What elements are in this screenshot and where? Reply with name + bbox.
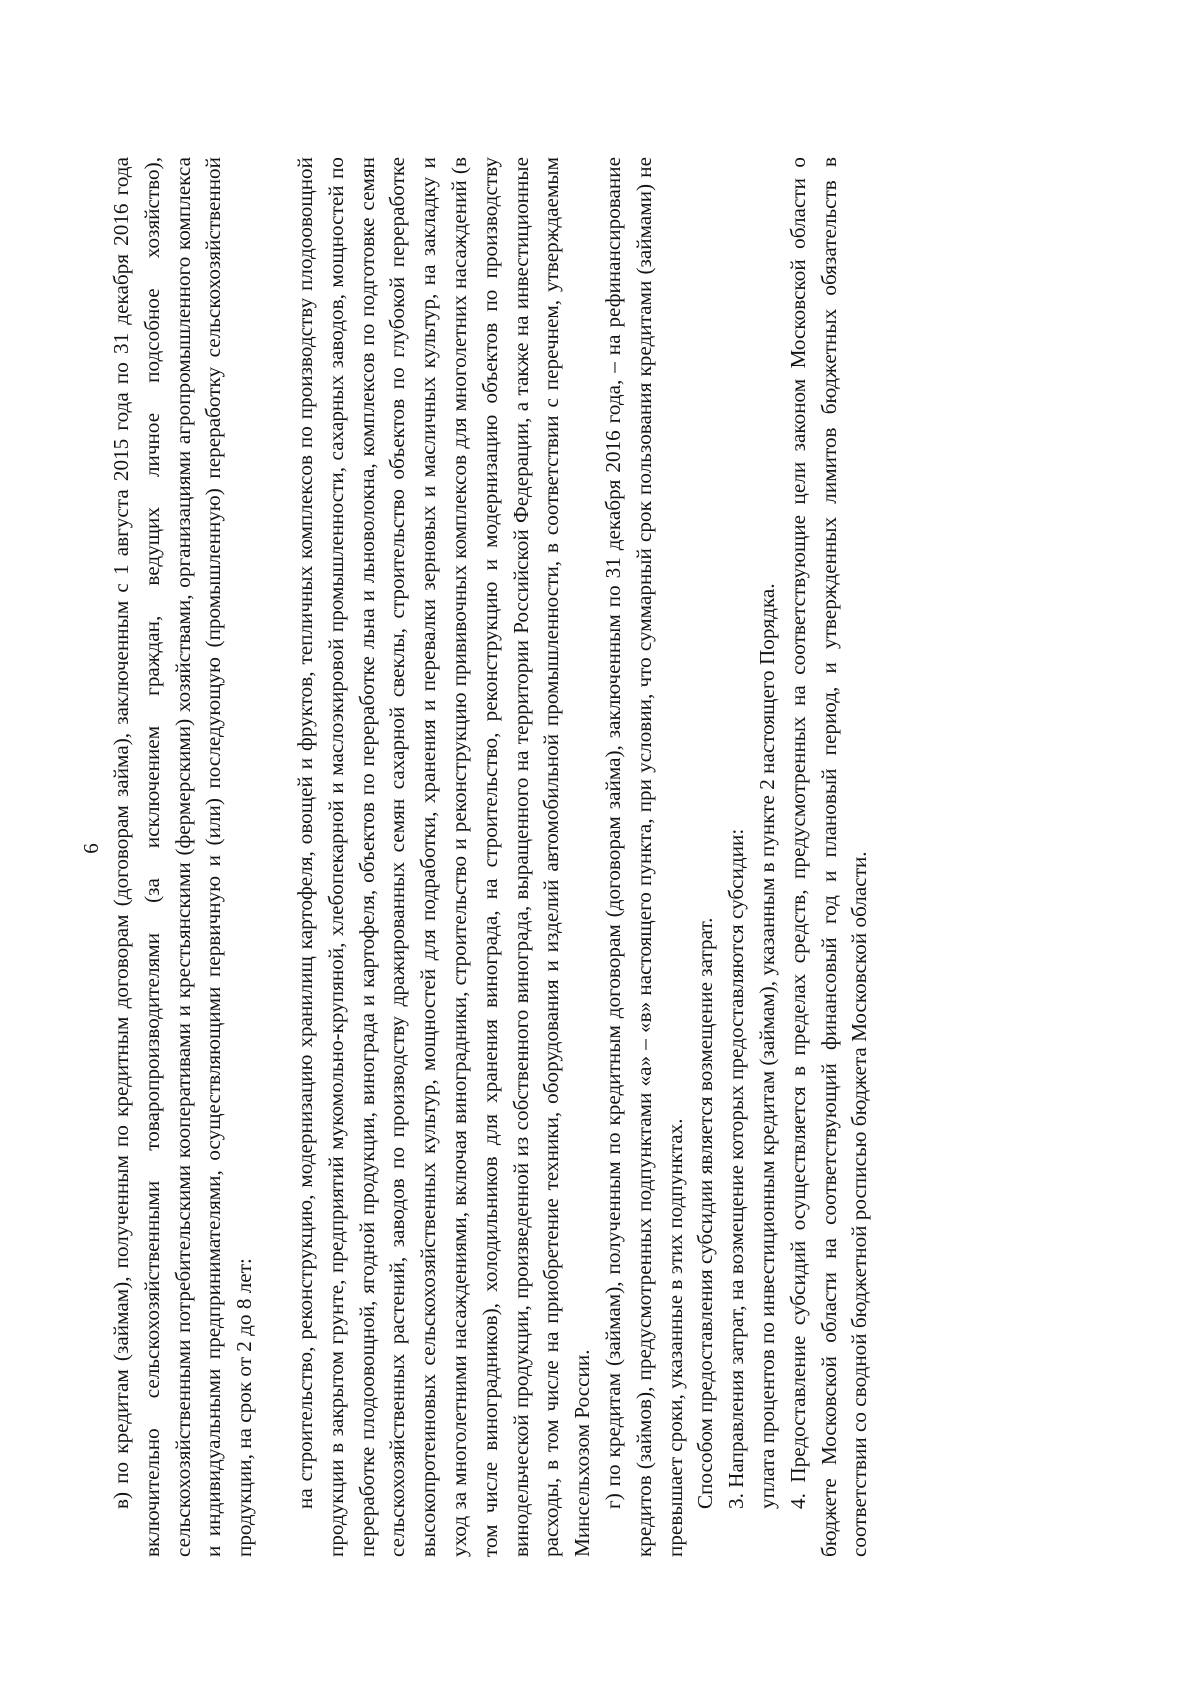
page-number: 6 — [79, 843, 103, 854]
document-body — [106, 157, 875, 1557]
paragraph-item-4: 4. Предоставление субсидий осуществляется в пределах средств, предусмотренных на соответствующие цели законом Московской области о бюджете Московской области на соответствующий финансовый год и плановый период, и утвержденных лимитов бюджетных обязательств в соответствии со сводной бюджетной росписью бюджета Московской области. — [785, 157, 872, 1557]
paragraph-construction-purposes: на строительство, реконструкцию, модернизацию хранилищ картофеля, овощей и фруктов, тепличных комплексов по производству плодоовощной продукции в закрытом грунте, предприятий мукомольно-крупяной, хлебопекарной и маслоэкировой промышленности, сахарных заводов, мощностей по переработке плодоовощной, ягодной продукции, винограда и картофеля, объектов по переработке льна и льноволокна, комплексов по подготовке семян сельскохозяйственных растений, заводов по производству дражированных семян сахарной свеклы, строительство объектов по глубокой переработке высокопротеиновых сельскохозяйственных культур, мощностей для подработки, хранения и перевалки зерновых и масличных культур, на закладку и уход за многолетними насаждениями, включая виноградники, строительство и реконструкцию прививочных комплексов для многолетних насаждений (в том числе виноградников), холодильников для хранения винограда, на строительство, реконструкцию и модернизацию объектов по производству винодельческой продукции, произведенной из собственного винограда, выращенного на территории Российской Федерации, а также на инвестиционные расходы, в том числе на приобретение техники, оборудования и изделий автомобильной промышленности, в соответствии с перечнем, утверждаемым Минсельхозом России. — [292, 157, 595, 1557]
paragraph-interest-payment: уплата процентов по инвестиционным кредитам (займам), указанным в пункте 2 настоящего Порядка. — [754, 583, 779, 1509]
paragraph-subitem-v: в) по кредитам (займам), полученным по кредитным договорам (договорам займа), заключенным с 1 августа 2015 года по 31 декабря 2016 года включительно сельскохозяйственными товаропроизводителями (за исключением граждан, ведущих личное подсобное хозяйство), сельскохозяйственными потребительскими кооперативами и крестьянскими (фермерскими) хозяйствами, организациями агропромышленного комплекса и индивидуальными предпринимателями, осуществляющими первичную и (или) последующую (промышленную) переработку сельскохозяйственной продукции, на срок от 2 до 8 лет: — [109, 157, 257, 1557]
paragraph-subitem-g: г) по кредитам (займам), полученным по кредитным договорам (договорам займа), заключенным по 31 декабря 2016 года, – на рефинансирование кредитов (займов), предусмотренных подпунктами «а» – «в» настоящего пункта, при условии, что суммарный срок пользования кредитами (займами) не превышает сроки, указанные в этих подпунктах. — [600, 157, 687, 1557]
paragraph-item-3: 3. Направления затрат, на возмещение которых предоставляются субсидии: — [724, 828, 749, 1509]
paragraph-subsidy-method: Способом предоставления субсидии является возмещение затрат. — [693, 917, 718, 1509]
